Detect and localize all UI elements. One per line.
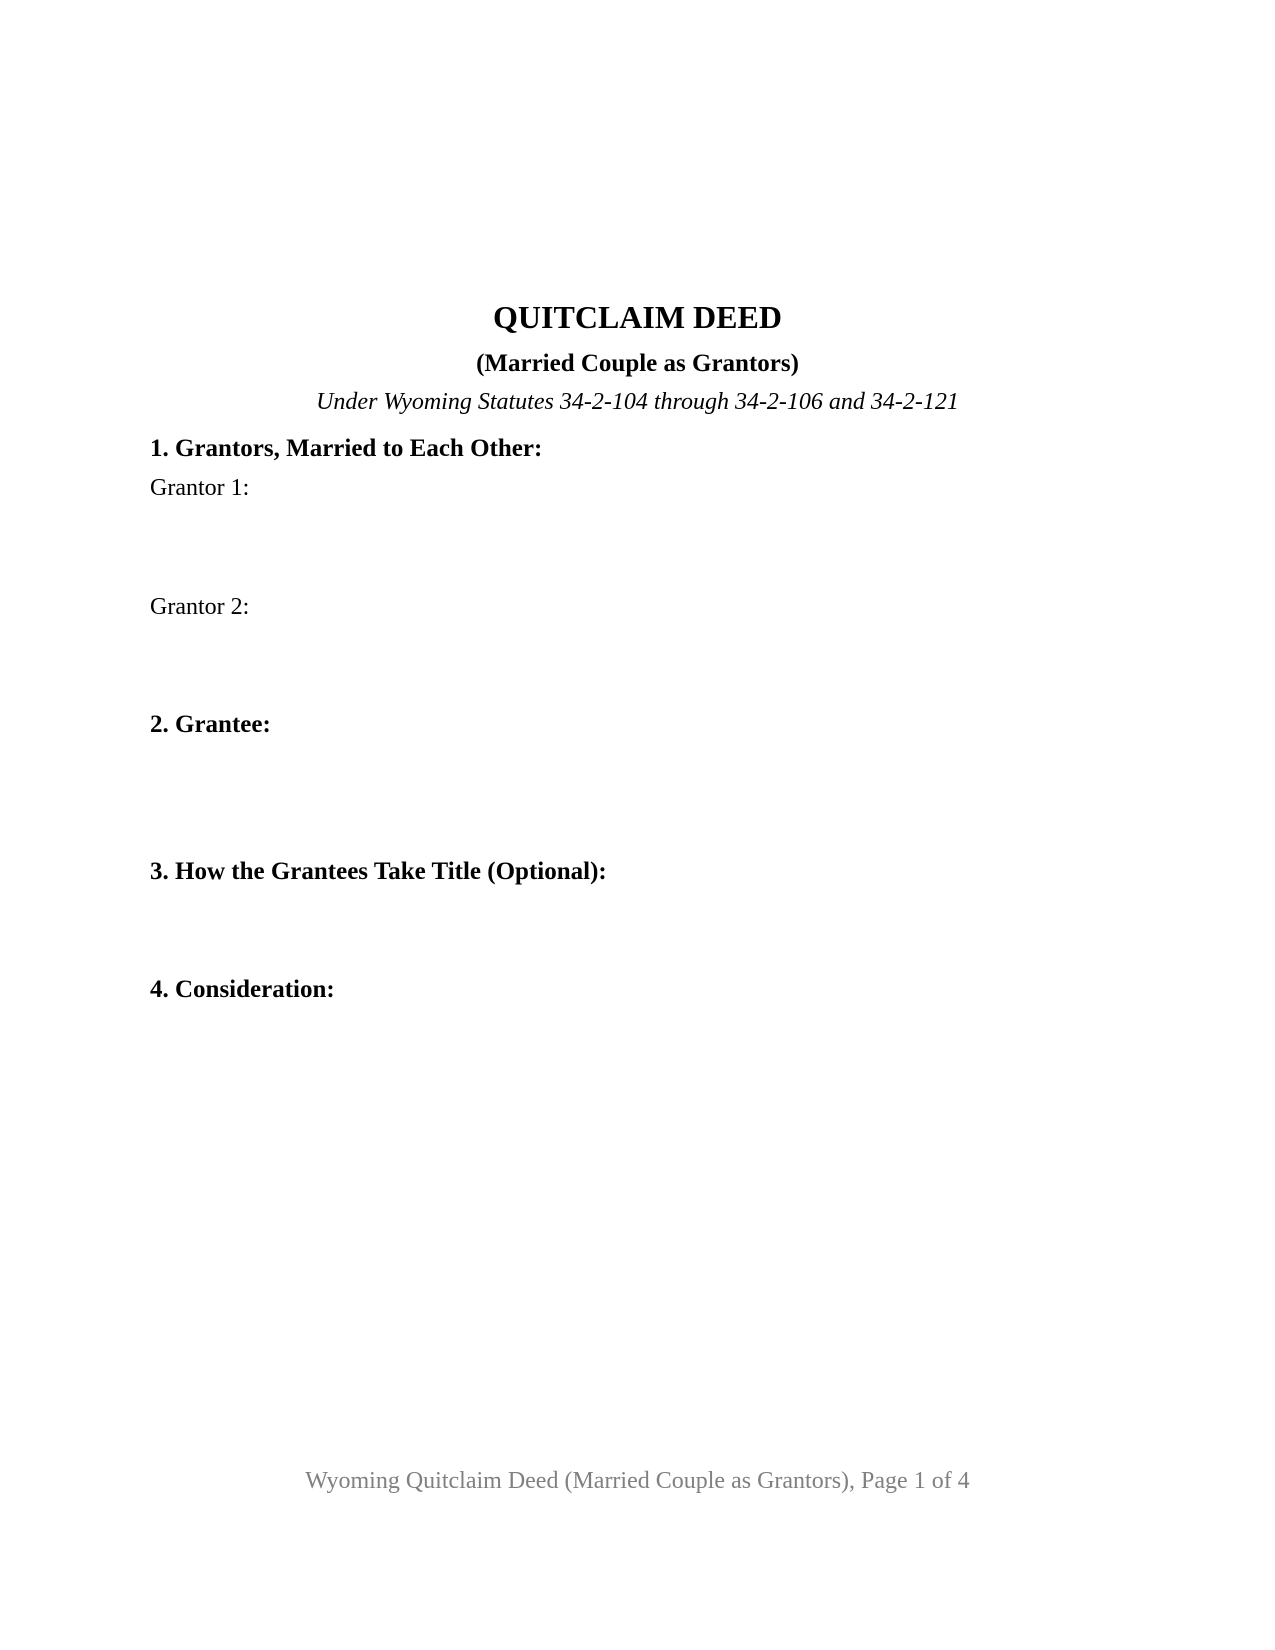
section-grantors-heading: 1. Grantors, Married to Each Other: xyxy=(150,435,543,462)
page-footer: Wyoming Quitclaim Deed (Married Couple as Grantors), Page 1 of 4 xyxy=(305,1468,970,1494)
document-title: QUITCLAIM DEED xyxy=(493,299,782,335)
grantor-2-label: Grantor 2: xyxy=(150,594,250,620)
section-grantee-heading: 2. Grantee: xyxy=(150,711,271,738)
grantor-1-label: Grantor 1: xyxy=(150,475,250,501)
statute-reference: Under Wyoming Statutes 34-2-104 through 34-2-106 and 34-2-121 xyxy=(316,389,959,415)
section-title-taking-heading: 3. How the Grantees Take Title (Optional): xyxy=(150,858,607,885)
section-consideration-heading: 4. Consideration: xyxy=(150,976,335,1003)
document-subtitle: (Married Couple as Grantors) xyxy=(476,350,799,377)
